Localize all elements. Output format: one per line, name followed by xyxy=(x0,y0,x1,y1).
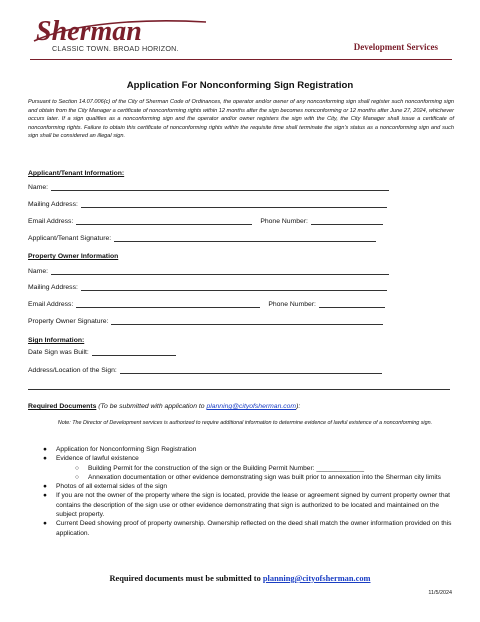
required-docs-list xyxy=(28,445,458,538)
owner-phone-label: Phone Number: xyxy=(268,301,316,308)
footer-text: Required documents must be submitted to xyxy=(109,574,263,583)
department-name: Development Services xyxy=(353,42,438,52)
list-item: ● Photos of all external sides of the sign xyxy=(43,483,168,491)
sign-date-label: Date Sign was Built: xyxy=(28,349,89,356)
applicant-name-field[interactable] xyxy=(51,183,389,191)
footer-email-link[interactable]: planning@cityofsherman.com xyxy=(262,574,371,583)
required-docs-prefix: (To be submitted with application to xyxy=(98,403,207,410)
required-docs-title: Required Documents xyxy=(28,403,97,410)
applicant-email-label: Email Address: xyxy=(28,218,74,225)
owner-signature-field[interactable] xyxy=(111,317,383,325)
sign-location-field[interactable] xyxy=(120,366,382,374)
owner-contact-row xyxy=(28,300,385,308)
owner-email-field[interactable] xyxy=(76,300,260,308)
sign-location-field-2[interactable] xyxy=(28,382,450,390)
sub-list-item: ○ Building Permit for the construction of the sign or the Building Permit Number: _____________ xyxy=(75,464,364,472)
applicant-signature-field[interactable] xyxy=(114,234,376,242)
list-item: ● Current Deed showing proof of property ownership. Ownership reflected on the deed shall match the owner information provided on this application. xyxy=(43,520,452,537)
submission-footer xyxy=(0,574,480,583)
list-item: ● Evidence of lawful existence xyxy=(43,455,139,463)
revision-date: 11/5/2024 xyxy=(428,590,452,596)
sign-location-row xyxy=(28,366,382,374)
owner-email-label: Email Address: xyxy=(28,301,74,308)
applicant-signature-label: Applicant/Tenant Signature: xyxy=(28,235,112,242)
owner-mailing-row xyxy=(28,283,387,291)
list-item: ● If you are not the owner of the property where the sign is located, provide the lease or agreement signed by current property owner that contains the description of the sign use or other evidence demonstrating that sign is authorized to be located and maintained on the subject property. xyxy=(43,492,451,519)
director-note: Note: The Director of Development services is authorized to require additional information to determine evidence of lawful existence of a nonconforming sign. xyxy=(57,420,433,426)
owner-phone-field[interactable] xyxy=(319,300,385,308)
logo-wordmark: Sherman xyxy=(36,16,142,46)
sign-location-row-2 xyxy=(28,382,450,390)
sign-date-field[interactable] xyxy=(92,348,176,356)
sign-location-label: Address/Location of the Sign: xyxy=(28,367,117,374)
applicant-contact-row xyxy=(28,217,383,225)
logo-tagline: CLASSIC TOWN. BROAD HORIZON. xyxy=(52,44,179,53)
applicant-phone-field[interactable] xyxy=(311,217,383,225)
applicant-email-field[interactable] xyxy=(76,217,252,225)
applicant-name-label: Name: xyxy=(28,184,49,191)
intro-paragraph: Pursuant to Section 14.07.006(c) of the City of Sherman Code of Ordinances, the operator and/or owner of any nonconforming sign shall register such nonconforming sign and obtain from the City Manager a certificate of nonconforming rights within 12 months after the sign becomes nonconforming or 12 months after June 27, 2024, whichever occurs later. If a sign qualifies as a nonconforming sign and the operator and/or owner registers the sign with the City, the City Manager shall issue a certificate of nonconforming rights. Failure to obtain this certificate of nonconforming rights within the requisite time shall terminate the sign’s status as a nonconforming sign and such sign shall be considered an illegal sign. xyxy=(28,99,454,140)
applicant-name-row xyxy=(28,183,389,191)
required-docs-email-link[interactable]: planning@cityofsherman.com xyxy=(206,403,297,410)
applicant-mailing-label: Mailing Address: xyxy=(28,201,78,208)
page-title: Application For Nonconforming Sign Registration xyxy=(126,80,354,91)
owner-name-label: Name: xyxy=(28,268,49,275)
owner-mailing-field[interactable] xyxy=(81,283,387,291)
list-item: ● Application for Nonconforming Sign Registration xyxy=(43,446,197,453)
owner-heading: Property Owner Information xyxy=(28,253,119,260)
required-docs-suffix: ): xyxy=(296,403,301,410)
applicant-heading: Applicant/Tenant Information: xyxy=(28,170,125,177)
applicant-phone-label: Phone Number: xyxy=(260,218,308,225)
owner-mailing-label: Mailing Address: xyxy=(28,284,78,291)
owner-signature-row xyxy=(28,317,383,325)
owner-signature-label: Property Owner Signature: xyxy=(28,318,109,325)
sign-date-row xyxy=(28,348,176,356)
applicant-mailing-row xyxy=(28,200,387,208)
applicant-mailing-field[interactable] xyxy=(81,200,387,208)
required-docs-heading xyxy=(28,403,300,410)
applicant-signature-row xyxy=(28,234,376,242)
sign-heading: Sign Information: xyxy=(28,337,85,344)
sub-list-item: ○ Annexation documentation or other evidence demonstrating sign was built prior to annexation into the Sherman city limits xyxy=(75,473,441,481)
owner-name-row xyxy=(28,267,389,275)
header-divider xyxy=(30,59,452,60)
owner-name-field[interactable] xyxy=(51,267,389,275)
